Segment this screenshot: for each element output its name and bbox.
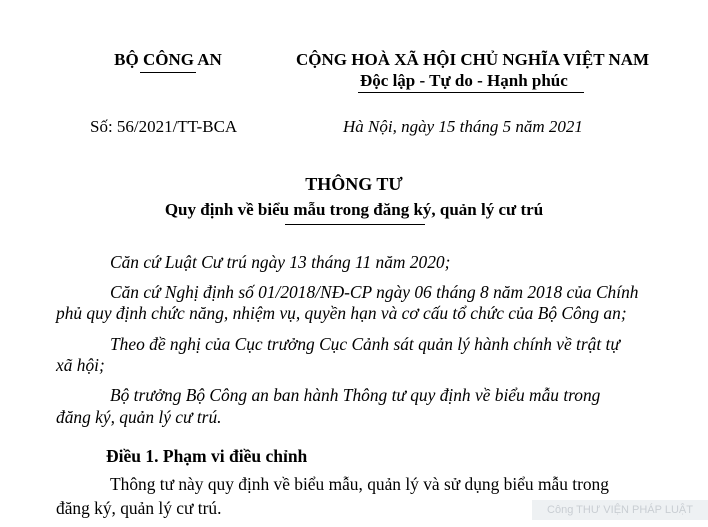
article-1-heading: Điều 1. Phạm vi điều chỉnh	[106, 446, 308, 466]
legal-basis-line: phủ quy định chức năng, nhiệm vụ, quyền hạn và cơ cấu tổ chức của Bộ Công an;	[56, 303, 627, 323]
legal-basis-line: Căn cứ Nghị định số 01/2018/NĐ-CP ngày 06 tháng 8 năm 2018 của Chính	[110, 282, 639, 302]
motto-underline	[358, 92, 584, 93]
place-and-date: Hà Nội, ngày 15 tháng 5 năm 2021	[343, 117, 583, 136]
watermark: Công THƯ VIỆN PHÁP LUẬT	[532, 500, 708, 520]
article-1-text-line: Thông tư này quy định về biểu mẫu, quản lý và sử dụng biểu mẫu trong	[110, 474, 609, 494]
document-type-title: THÔNG TƯ	[305, 174, 403, 194]
agency-underline	[140, 72, 196, 73]
document-number: Số: 56/2021/TT-BCA	[90, 117, 238, 136]
issuing-agency: BỘ CÔNG AN	[114, 50, 222, 69]
legal-basis-line: Theo đề nghị của Cục trưởng Cục Cảnh sát quản lý hành chính về trật tự	[110, 334, 620, 354]
document-subject: Quy định về biểu mẫu trong đăng ký, quản lý cư trú	[164, 200, 544, 219]
legal-basis-line: Bộ trưởng Bộ Công an ban hành Thông tư quy định về biểu mẫu trong	[110, 385, 601, 405]
legal-basis-line: Căn cứ Luật Cư trú ngày 13 tháng 11 năm 2020;	[110, 252, 451, 272]
legal-basis-line: đăng ký, quản lý cư trú.	[56, 407, 222, 427]
legal-basis-line: xã hội;	[56, 355, 105, 375]
article-1-text-line: đăng ký, quản lý cư trú.	[56, 498, 222, 518]
national-title: CỘNG HOÀ XÃ HỘI CHỦ NGHĨA VIỆT NAM	[296, 50, 650, 69]
subject-underline	[285, 224, 425, 225]
national-motto: Độc lập - Tự do - Hạnh phúc	[360, 71, 568, 90]
